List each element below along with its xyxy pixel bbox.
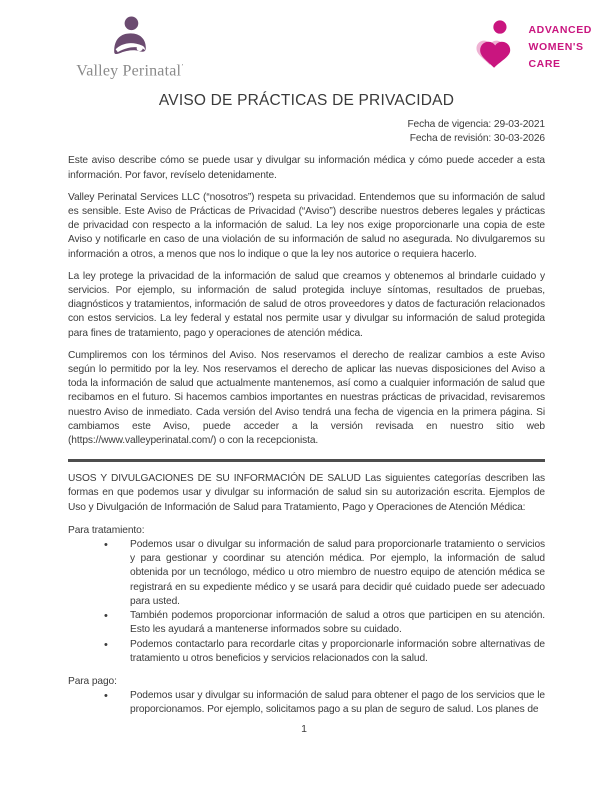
section-divider (68, 459, 545, 462)
awc-line-2: WOMEN'S (528, 41, 584, 54)
awc-line-1: ADVANCED (528, 24, 592, 37)
page-title: AVISO DE PRÁCTICAS DE PRIVACIDAD (158, 92, 455, 109)
treatment-heading: Para tratamiento: (68, 524, 145, 536)
valley-perinatal-logo (70, 15, 190, 79)
uses-section-paragraph: USOS Y DIVULGACIONES DE SU INFORMACIÓN DE SALUD Las siguientes categorías describen las formas en que podemos usar y divulgar su información de salud sin su autorización escrita. Ejemplos de Uso y Divulgación de Información de Salud para Tratamiento, Pago y Operaciones de Atención Médica: (68, 473, 545, 513)
valley-perinatal-logo-text: Valley Perinatal$^ʼ$ (76, 62, 184, 80)
effective-date: Fecha de vigencia: 29-03-2021 (407, 119, 545, 130)
privacy-paragraph: Valley Perinatal Services LLC (“nosotros”) respeta su privacidad. Entendemos que su información de salud es sensible. Este Aviso de Prácticas de Privacidad (“Aviso”) describe nuestros deberes legales y prácticas de privacidad con respecto a la información de salud. La ley nos exige proporcionarle una copia de este Aviso y notificarle en caso de una violación de su información de salud no asegurada. No divulgaremos su información a otros, a menos que nos lo indique o que la ley nos autorice o requiera hacerlo. (68, 191, 545, 260)
page-number: 1 (301, 723, 307, 735)
list-item: • Podemos usar o divulgar su información de salud para proporcionarle tratamiento o servicios y para gestionar y coordinar su atención médica. Por ejemplo, la información de salud obtenida por un tecnólogo, médico u otro miembro de nuestro equipo de atención médica se registrará en su expediente médico y se usará para decidir qué cuidado puede ser adecuado para usted. (130, 538, 545, 609)
revision-date: Fecha de revisión: 30-03-2026 (409, 133, 545, 145)
terms-paragraph: Cumpliremos con los términos del Aviso. Nos reservamos el derecho de realizar cambios a este Aviso según lo permitido por la ley. Nos reservamos el derecho de aplicar las nuevas disposiciones del Aviso a toda la información de salud que actualmente mantenemos, así como a cualquier información de salud que recibamos en el futuro. Si hacemos cambios importantes en nuestras prácticas de privacidad, revisaremos nuestro Aviso de inmediato. Cada versión del Aviso tendrá una fecha de vigencia en la primera página. Si cambiamos este Aviso, puede acceder a la versión revisada en nuestro sitio web (https://www.valleyperinatal.com/) o con la recepcionista. (68, 349, 545, 447)
advanced-womens-care-logo (475, 19, 592, 76)
awc-line-3: CARE (528, 58, 561, 71)
treatment-bullet-list (68, 538, 545, 666)
payment-bullet-list (68, 689, 545, 717)
list-item: • También podemos proporcionar información de salud a otros que participen en su atención. Esto les ayudará a mantenerse informados sobre su cuidado. (130, 609, 545, 637)
trademark-mark: ʼ (181, 63, 184, 71)
list-item: • Podemos usar y divulgar su información de salud para obtener el pago de los servicios que le proporcionamos. Por ejemplo, solicitamos pago a su plan de seguro de salud. Los planes de (130, 689, 545, 717)
valley-perinatal-logo-icon (70, 15, 190, 59)
header (68, 15, 592, 80)
payment-heading: Para pago: (68, 675, 117, 687)
law-paragraph: La ley protege la privacidad de la información de salud que creamos y obtenemos al brindarle cuidado y servicios. Por ejemplo, su información de salud protegida incluye síntomas, resultados de pruebas, diagnósticos y tratamientos, información de salud de otros proveedores y datos de facturación relacionados con estos servicios. La ley federal y estatal nos permite usar y divulgar su información de salud protegida para fines de tratamiento, pago y operaciones de atención médica. (68, 270, 545, 339)
heart-person-icon (475, 19, 519, 76)
advanced-womens-care-text (528, 22, 592, 73)
intro-paragraph: Este aviso describe cómo se puede usar y divulgar su información médica y cómo puede acceder a esta información. Por favor, revíselo detenidamente. (68, 155, 545, 181)
date-block (68, 118, 545, 146)
list-item: • Podemos contactarlo para recordarle citas y proporcionarle información sobre alternativas de tratamiento u otros beneficios y servicios relacionados con la salud. (130, 638, 545, 666)
